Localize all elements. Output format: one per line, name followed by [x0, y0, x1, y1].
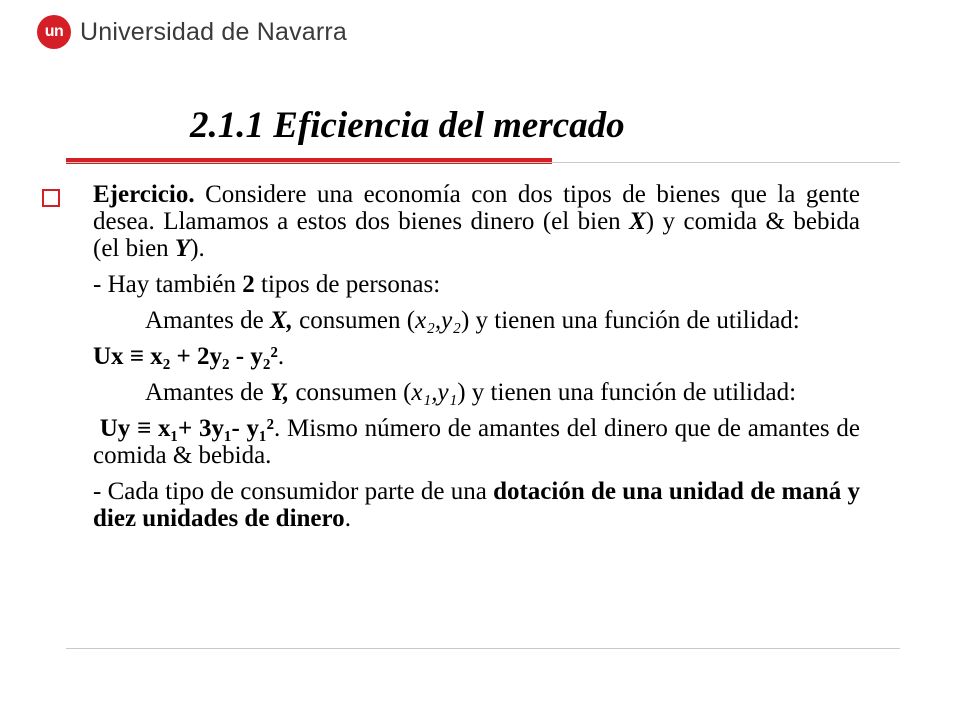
- hollow-square-bullet-icon: [42, 189, 60, 207]
- utility-x-formula: Ux ≡ x₂ + 2y₂ - y₂².: [93, 343, 285, 370]
- lovers-x-paragraph: Amantes de X, consumen (x₂,y₂) y tienen una función de utilidad:: [145, 307, 800, 334]
- utility-y-formula: Uy ≡ x₁+ 3y₁- y₁². Mismo número de amantes del dinero que de amantes de comida & bebida.: [93, 415, 860, 469]
- bottom-divider: [66, 648, 900, 649]
- university-logo: [37, 14, 347, 50]
- slide-body: [93, 181, 860, 541]
- logo-mark-icon: un: [37, 15, 71, 49]
- slide-title: 2.1.1 Eficiencia del mercado: [190, 105, 625, 146]
- top-divider: [66, 162, 900, 163]
- institution-name: Universidad de Navarra: [80, 17, 348, 46]
- lovers-y-paragraph: Amantes de Y, consumen (x₁,y₁) y tienen una función de utilidad:: [145, 379, 797, 406]
- endowment-paragraph: - Cada tipo de consumidor parte de una dotación de una unidad de maná y diez unidades de dinero.: [93, 478, 860, 532]
- types-paragraph: - Hay también 2 tipos de personas:: [93, 271, 441, 298]
- exercise-paragraph: Ejercicio. Considere una economía con dos tipos de bienes que la gente desea. Llamamos a estos dos bienes dinero (el bien X) y comida & bebida (el bien Y).: [93, 181, 860, 262]
- title-accent-rule: [66, 158, 552, 164]
